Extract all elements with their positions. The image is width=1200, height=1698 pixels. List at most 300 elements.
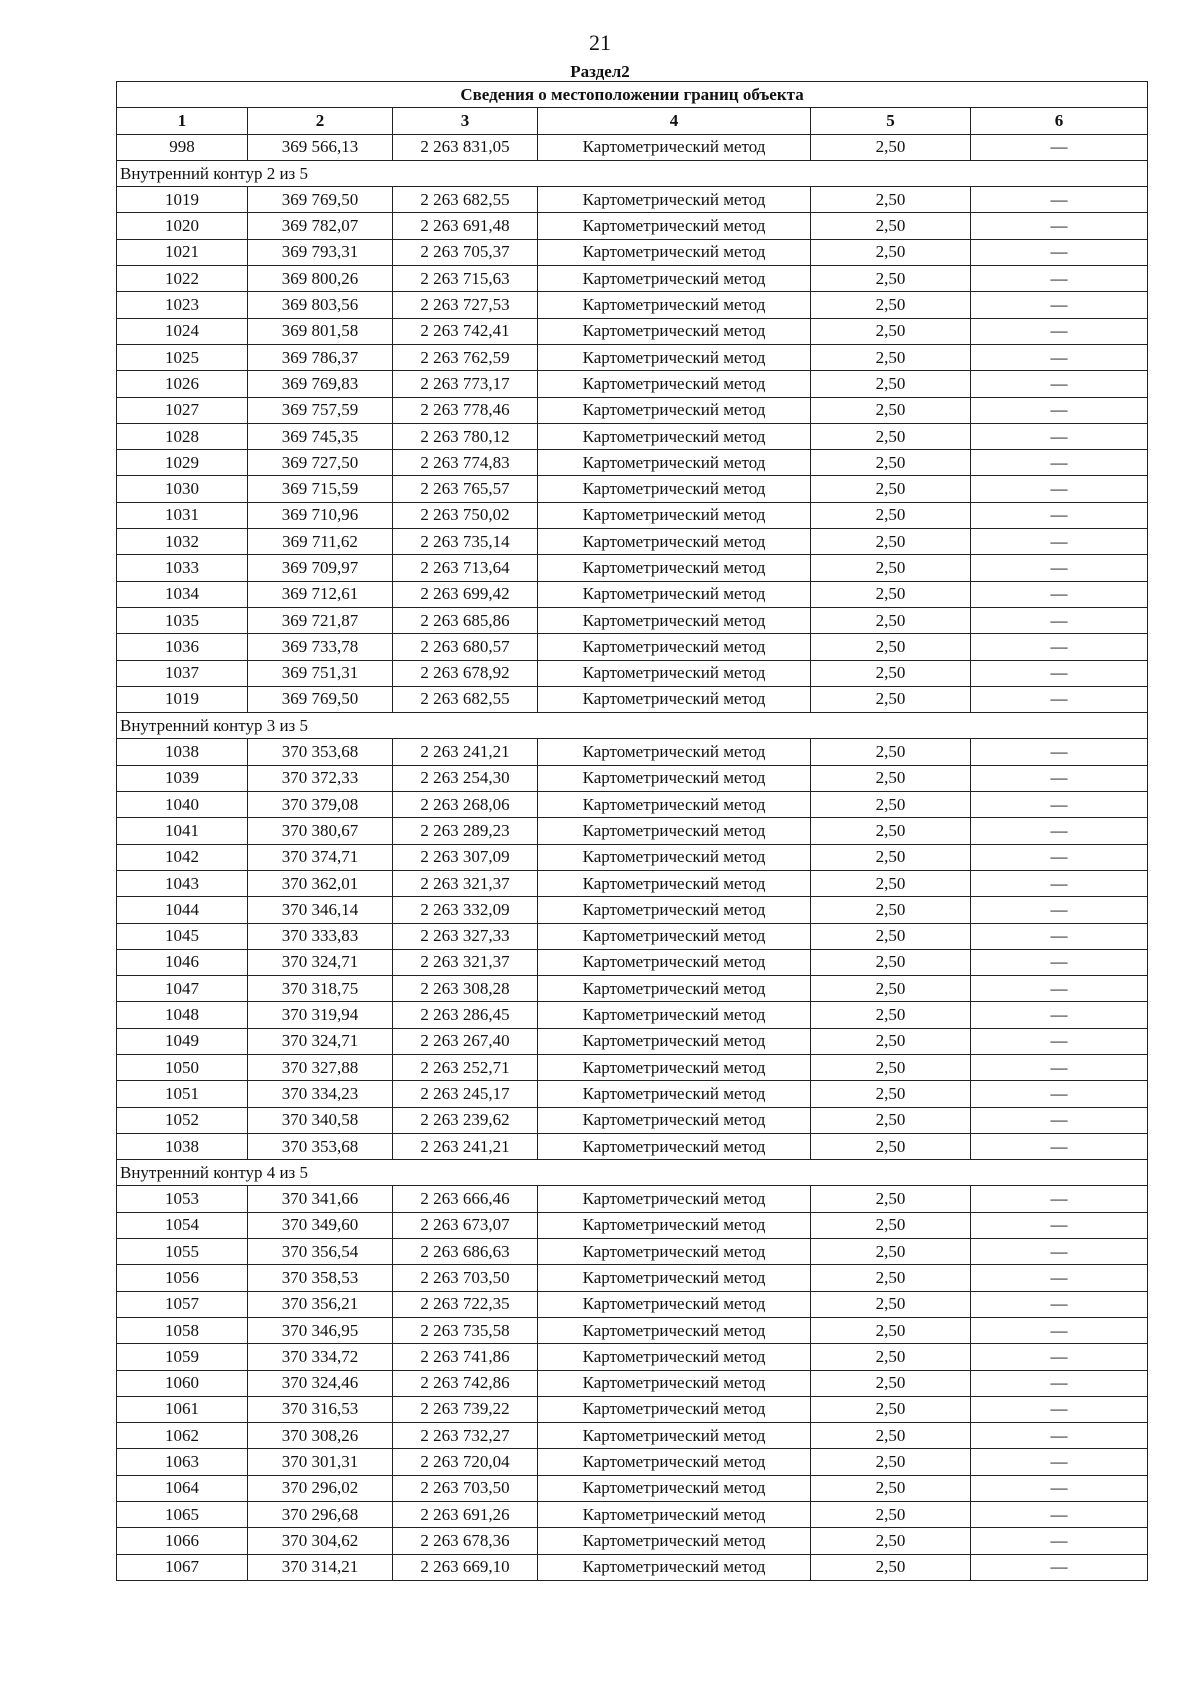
y-coordinate-cell: 2 263 699,42: [393, 581, 538, 607]
accuracy-cell: 2,50: [811, 1107, 971, 1133]
note-cell: —: [971, 1449, 1148, 1475]
table-row: [117, 792, 1148, 818]
y-coordinate-cell: 2 263 286,45: [393, 1002, 538, 1028]
table-row: [117, 292, 1148, 318]
accuracy-cell: 2,50: [811, 818, 971, 844]
method-cell: Картометрический метод: [538, 450, 811, 476]
table-title: Сведения о местоположении границ объекта: [117, 82, 1148, 108]
accuracy-cell: 2,50: [811, 1554, 971, 1580]
note-cell: —: [971, 529, 1148, 555]
x-coordinate-cell: 370 358,53: [248, 1265, 393, 1291]
method-cell: Картометрический метод: [538, 1554, 811, 1580]
point-number-cell: 1032: [117, 529, 248, 555]
contour-caption: Внутренний контур 2 из 5: [117, 160, 1148, 186]
note-cell: —: [971, 555, 1148, 581]
x-coordinate-cell: 370 301,31: [248, 1449, 393, 1475]
accuracy-cell: 2,50: [811, 213, 971, 239]
note-cell: —: [971, 1107, 1148, 1133]
method-cell: Картометрический метод: [538, 529, 811, 555]
table-row: [117, 529, 1148, 555]
y-coordinate-cell: 2 263 773,17: [393, 371, 538, 397]
accuracy-cell: 2,50: [811, 1423, 971, 1449]
y-coordinate-cell: 2 263 727,53: [393, 292, 538, 318]
note-cell: —: [971, 318, 1148, 344]
x-coordinate-cell: 370 334,23: [248, 1081, 393, 1107]
y-coordinate-cell: 2 263 765,57: [393, 476, 538, 502]
contour-caption-row: [117, 160, 1148, 186]
x-coordinate-cell: 370 318,75: [248, 976, 393, 1002]
method-cell: Картометрический метод: [538, 1370, 811, 1396]
x-coordinate-cell: 370 308,26: [248, 1423, 393, 1449]
column-header: 6: [971, 108, 1148, 134]
method-cell: Картометрический метод: [538, 765, 811, 791]
point-number-cell: 1060: [117, 1370, 248, 1396]
point-number-cell: 1021: [117, 239, 248, 265]
note-cell: —: [971, 266, 1148, 292]
y-coordinate-cell: 2 263 678,92: [393, 660, 538, 686]
method-cell: Картометрический метод: [538, 1212, 811, 1238]
y-coordinate-cell: 2 263 705,37: [393, 239, 538, 265]
point-number-cell: 1062: [117, 1423, 248, 1449]
accuracy-cell: 2,50: [811, 1449, 971, 1475]
table-row: [117, 1502, 1148, 1528]
accuracy-cell: 2,50: [811, 686, 971, 712]
y-coordinate-cell: 2 263 732,27: [393, 1423, 538, 1449]
accuracy-cell: 2,50: [811, 949, 971, 975]
accuracy-cell: 2,50: [811, 134, 971, 160]
x-coordinate-cell: 369 733,78: [248, 634, 393, 660]
table-row: [117, 318, 1148, 344]
accuracy-cell: 2,50: [811, 1528, 971, 1554]
contour-caption: Внутренний контур 3 из 5: [117, 713, 1148, 739]
table-row: [117, 1002, 1148, 1028]
table-row: [117, 213, 1148, 239]
point-number-cell: 1048: [117, 1002, 248, 1028]
point-number-cell: 1029: [117, 450, 248, 476]
table-row: [117, 1212, 1148, 1238]
method-cell: Картометрический метод: [538, 1423, 811, 1449]
x-coordinate-cell: 370 296,02: [248, 1475, 393, 1501]
note-cell: —: [971, 371, 1148, 397]
note-cell: —: [971, 739, 1148, 765]
point-number-cell: 1049: [117, 1028, 248, 1054]
table-row: [117, 870, 1148, 896]
method-cell: Картометрический метод: [538, 1133, 811, 1159]
table-row: [117, 1107, 1148, 1133]
table-row: [117, 581, 1148, 607]
table-title-row: [117, 82, 1148, 108]
x-coordinate-cell: 369 803,56: [248, 292, 393, 318]
y-coordinate-cell: 2 263 268,06: [393, 792, 538, 818]
column-header: 4: [538, 108, 811, 134]
method-cell: Картометрический метод: [538, 897, 811, 923]
method-cell: Картометрический метод: [538, 923, 811, 949]
accuracy-cell: 2,50: [811, 1002, 971, 1028]
accuracy-cell: 2,50: [811, 397, 971, 423]
method-cell: Картометрический метод: [538, 1081, 811, 1107]
note-cell: —: [971, 476, 1148, 502]
point-number-cell: 1064: [117, 1475, 248, 1501]
y-coordinate-cell: 2 263 245,17: [393, 1081, 538, 1107]
accuracy-cell: 2,50: [811, 1133, 971, 1159]
note-cell: —: [971, 1239, 1148, 1265]
note-cell: —: [971, 686, 1148, 712]
table-row: [117, 555, 1148, 581]
method-cell: Картометрический метод: [538, 1107, 811, 1133]
x-coordinate-cell: 369 715,59: [248, 476, 393, 502]
point-number-cell: 1053: [117, 1186, 248, 1212]
y-coordinate-cell: 2 263 686,63: [393, 1239, 538, 1265]
x-coordinate-cell: 369 782,07: [248, 213, 393, 239]
note-cell: —: [971, 213, 1148, 239]
point-number-cell: 1043: [117, 870, 248, 896]
method-cell: Картометрический метод: [538, 1317, 811, 1343]
method-cell: Картометрический метод: [538, 502, 811, 528]
note-cell: —: [971, 765, 1148, 791]
x-coordinate-cell: 370 304,62: [248, 1528, 393, 1554]
note-cell: —: [971, 1554, 1148, 1580]
column-header: 3: [393, 108, 538, 134]
note-cell: —: [971, 1475, 1148, 1501]
method-cell: Картометрический метод: [538, 870, 811, 896]
point-number-cell: 1046: [117, 949, 248, 975]
point-number-cell: 1047: [117, 976, 248, 1002]
accuracy-cell: 2,50: [811, 1081, 971, 1107]
method-cell: Картометрический метод: [538, 1502, 811, 1528]
note-cell: —: [971, 1028, 1148, 1054]
note-cell: —: [971, 1396, 1148, 1422]
point-number-cell: 1065: [117, 1502, 248, 1528]
table-row: [117, 1423, 1148, 1449]
y-coordinate-cell: 2 263 774,83: [393, 450, 538, 476]
accuracy-cell: 2,50: [811, 634, 971, 660]
point-number-cell: 1066: [117, 1528, 248, 1554]
column-header: 2: [248, 108, 393, 134]
note-cell: —: [971, 976, 1148, 1002]
y-coordinate-cell: 2 263 762,59: [393, 344, 538, 370]
accuracy-cell: 2,50: [811, 318, 971, 344]
x-coordinate-cell: 370 353,68: [248, 739, 393, 765]
method-cell: Картометрический метод: [538, 239, 811, 265]
x-coordinate-cell: 370 356,21: [248, 1291, 393, 1317]
note-cell: —: [971, 870, 1148, 896]
table-row: [117, 739, 1148, 765]
y-coordinate-cell: 2 263 685,86: [393, 607, 538, 633]
y-coordinate-cell: 2 263 682,55: [393, 187, 538, 213]
method-cell: Картометрический метод: [538, 607, 811, 633]
point-number-cell: 1020: [117, 213, 248, 239]
table-row: [117, 1449, 1148, 1475]
note-cell: —: [971, 1344, 1148, 1370]
note-cell: —: [971, 1133, 1148, 1159]
column-header: 1: [117, 108, 248, 134]
x-coordinate-cell: 370 349,60: [248, 1212, 393, 1238]
method-cell: Картометрический метод: [538, 660, 811, 686]
y-coordinate-cell: 2 263 742,41: [393, 318, 538, 344]
y-coordinate-cell: 2 263 254,30: [393, 765, 538, 791]
point-number-cell: 1045: [117, 923, 248, 949]
table-row: [117, 634, 1148, 660]
note-cell: —: [971, 1186, 1148, 1212]
method-cell: Картометрический метод: [538, 1186, 811, 1212]
x-coordinate-cell: 370 341,66: [248, 1186, 393, 1212]
method-cell: Картометрический метод: [538, 344, 811, 370]
y-coordinate-cell: 2 263 713,64: [393, 555, 538, 581]
note-cell: —: [971, 344, 1148, 370]
method-cell: Картометрический метод: [538, 1396, 811, 1422]
table-row: [117, 371, 1148, 397]
table-row: [117, 1475, 1148, 1501]
method-cell: Картометрический метод: [538, 476, 811, 502]
note-cell: —: [971, 660, 1148, 686]
x-coordinate-cell: 370 327,88: [248, 1054, 393, 1080]
accuracy-cell: 2,50: [811, 581, 971, 607]
x-coordinate-cell: 369 769,50: [248, 686, 393, 712]
accuracy-cell: 2,50: [811, 1291, 971, 1317]
point-number-cell: 1026: [117, 371, 248, 397]
table-row: [117, 976, 1148, 1002]
method-cell: Картометрический метод: [538, 686, 811, 712]
table-row: [117, 1396, 1148, 1422]
accuracy-cell: 2,50: [811, 1344, 971, 1370]
contour-caption-row: [117, 713, 1148, 739]
y-coordinate-cell: 2 263 252,71: [393, 1054, 538, 1080]
point-number-cell: 1036: [117, 634, 248, 660]
x-coordinate-cell: 369 721,87: [248, 607, 393, 633]
method-cell: Картометрический метод: [538, 976, 811, 1002]
note-cell: —: [971, 1370, 1148, 1396]
y-coordinate-cell: 2 263 669,10: [393, 1554, 538, 1580]
y-coordinate-cell: 2 263 327,33: [393, 923, 538, 949]
method-cell: Картометрический метод: [538, 187, 811, 213]
point-number-cell: 1057: [117, 1291, 248, 1317]
accuracy-cell: 2,50: [811, 897, 971, 923]
note-cell: —: [971, 1081, 1148, 1107]
accuracy-cell: 2,50: [811, 239, 971, 265]
accuracy-cell: 2,50: [811, 1502, 971, 1528]
accuracy-cell: 2,50: [811, 344, 971, 370]
point-number-cell: 1024: [117, 318, 248, 344]
column-header: 5: [811, 108, 971, 134]
accuracy-cell: 2,50: [811, 1370, 971, 1396]
point-number-cell: 1030: [117, 476, 248, 502]
method-cell: Картометрический метод: [538, 949, 811, 975]
table-row: [117, 1265, 1148, 1291]
x-coordinate-cell: 369 709,97: [248, 555, 393, 581]
point-number-cell: 998: [117, 134, 248, 160]
y-coordinate-cell: 2 263 715,63: [393, 266, 538, 292]
accuracy-cell: 2,50: [811, 660, 971, 686]
note-cell: —: [971, 581, 1148, 607]
table-row: [117, 949, 1148, 975]
accuracy-cell: 2,50: [811, 1028, 971, 1054]
note-cell: —: [971, 1002, 1148, 1028]
accuracy-cell: 2,50: [811, 371, 971, 397]
y-coordinate-cell: 2 263 741,86: [393, 1344, 538, 1370]
y-coordinate-cell: 2 263 678,36: [393, 1528, 538, 1554]
x-coordinate-cell: 369 712,61: [248, 581, 393, 607]
accuracy-cell: 2,50: [811, 1054, 971, 1080]
note-cell: —: [971, 502, 1148, 528]
x-coordinate-cell: 370 374,71: [248, 844, 393, 870]
point-number-cell: 1019: [117, 686, 248, 712]
y-coordinate-cell: 2 263 720,04: [393, 1449, 538, 1475]
x-coordinate-cell: 370 316,53: [248, 1396, 393, 1422]
accuracy-cell: 2,50: [811, 529, 971, 555]
table-row: [117, 450, 1148, 476]
y-coordinate-cell: 2 263 682,55: [393, 686, 538, 712]
x-coordinate-cell: 370 380,67: [248, 818, 393, 844]
point-number-cell: 1059: [117, 1344, 248, 1370]
note-cell: —: [971, 1265, 1148, 1291]
x-coordinate-cell: 369 745,35: [248, 423, 393, 449]
accuracy-cell: 2,50: [811, 292, 971, 318]
method-cell: Картометрический метод: [538, 1054, 811, 1080]
y-coordinate-cell: 2 263 703,50: [393, 1475, 538, 1501]
accuracy-cell: 2,50: [811, 607, 971, 633]
accuracy-cell: 2,50: [811, 1239, 971, 1265]
method-cell: Картометрический метод: [538, 818, 811, 844]
x-coordinate-cell: 370 346,95: [248, 1317, 393, 1343]
x-coordinate-cell: 370 296,68: [248, 1502, 393, 1528]
x-coordinate-cell: 369 566,13: [248, 134, 393, 160]
point-number-cell: 1038: [117, 739, 248, 765]
method-cell: Картометрический метод: [538, 555, 811, 581]
point-number-cell: 1067: [117, 1554, 248, 1580]
accuracy-cell: 2,50: [811, 1475, 971, 1501]
method-cell: Картометрический метод: [538, 1265, 811, 1291]
method-cell: Картометрический метод: [538, 397, 811, 423]
note-cell: —: [971, 1502, 1148, 1528]
x-coordinate-cell: 370 333,83: [248, 923, 393, 949]
method-cell: Картометрический метод: [538, 634, 811, 660]
table-row: [117, 1528, 1148, 1554]
y-coordinate-cell: 2 263 831,05: [393, 134, 538, 160]
point-number-cell: 1051: [117, 1081, 248, 1107]
table-row: [117, 1028, 1148, 1054]
column-header-row: [117, 108, 1148, 134]
method-cell: Картометрический метод: [538, 1239, 811, 1265]
y-coordinate-cell: 2 263 321,37: [393, 949, 538, 975]
method-cell: Картометрический метод: [538, 844, 811, 870]
table-row: [117, 1344, 1148, 1370]
table-row: [117, 187, 1148, 213]
y-coordinate-cell: 2 263 241,21: [393, 739, 538, 765]
accuracy-cell: 2,50: [811, 187, 971, 213]
y-coordinate-cell: 2 263 722,35: [393, 1291, 538, 1317]
x-coordinate-cell: 369 757,59: [248, 397, 393, 423]
note-cell: —: [971, 634, 1148, 660]
x-coordinate-cell: 370 319,94: [248, 1002, 393, 1028]
table-row: [117, 897, 1148, 923]
method-cell: Картометрический метод: [538, 1028, 811, 1054]
x-coordinate-cell: 369 769,50: [248, 187, 393, 213]
y-coordinate-cell: 2 263 289,23: [393, 818, 538, 844]
coordinates-table: [116, 81, 1148, 1581]
method-cell: Картометрический метод: [538, 1475, 811, 1501]
table-row: [117, 1291, 1148, 1317]
table-row: [117, 1133, 1148, 1159]
note-cell: —: [971, 1528, 1148, 1554]
method-cell: Картометрический метод: [538, 1002, 811, 1028]
x-coordinate-cell: 370 340,58: [248, 1107, 393, 1133]
accuracy-cell: 2,50: [811, 1317, 971, 1343]
x-coordinate-cell: 370 379,08: [248, 792, 393, 818]
table-row: [117, 476, 1148, 502]
y-coordinate-cell: 2 263 691,26: [393, 1502, 538, 1528]
table-row: [117, 686, 1148, 712]
point-number-cell: 1050: [117, 1054, 248, 1080]
method-cell: Картометрический метод: [538, 371, 811, 397]
table-row: [117, 1186, 1148, 1212]
point-number-cell: 1063: [117, 1449, 248, 1475]
x-coordinate-cell: 370 314,21: [248, 1554, 393, 1580]
x-coordinate-cell: 370 372,33: [248, 765, 393, 791]
x-coordinate-cell: 369 801,58: [248, 318, 393, 344]
y-coordinate-cell: 2 263 750,02: [393, 502, 538, 528]
x-coordinate-cell: 370 356,54: [248, 1239, 393, 1265]
x-coordinate-cell: 369 769,83: [248, 371, 393, 397]
table-row: [117, 923, 1148, 949]
section-title: Раздел2: [570, 62, 630, 81]
method-cell: Картометрический метод: [538, 213, 811, 239]
accuracy-cell: 2,50: [811, 765, 971, 791]
x-coordinate-cell: 370 324,71: [248, 949, 393, 975]
method-cell: Картометрический метод: [538, 292, 811, 318]
note-cell: —: [971, 187, 1148, 213]
y-coordinate-cell: 2 263 673,07: [393, 1212, 538, 1238]
table-row: [117, 660, 1148, 686]
contour-caption: Внутренний контур 4 из 5: [117, 1160, 1148, 1186]
point-number-cell: 1035: [117, 607, 248, 633]
accuracy-cell: 2,50: [811, 976, 971, 1002]
table-row: [117, 818, 1148, 844]
table-row: [117, 502, 1148, 528]
accuracy-cell: 2,50: [811, 555, 971, 581]
accuracy-cell: 2,50: [811, 266, 971, 292]
accuracy-cell: 2,50: [811, 423, 971, 449]
x-coordinate-cell: 370 334,72: [248, 1344, 393, 1370]
point-number-cell: 1041: [117, 818, 248, 844]
point-number-cell: 1025: [117, 344, 248, 370]
y-coordinate-cell: 2 263 666,46: [393, 1186, 538, 1212]
point-number-cell: 1044: [117, 897, 248, 923]
table-row: [117, 344, 1148, 370]
table-row: [117, 1081, 1148, 1107]
x-coordinate-cell: 369 793,31: [248, 239, 393, 265]
note-cell: —: [971, 450, 1148, 476]
point-number-cell: 1061: [117, 1396, 248, 1422]
table-row: [117, 607, 1148, 633]
table-row: [117, 844, 1148, 870]
point-number-cell: 1028: [117, 423, 248, 449]
table-row: [117, 1239, 1148, 1265]
method-cell: Картометрический метод: [538, 1449, 811, 1475]
note-cell: —: [971, 1317, 1148, 1343]
x-coordinate-cell: 369 710,96: [248, 502, 393, 528]
accuracy-cell: 2,50: [811, 450, 971, 476]
note-cell: —: [971, 844, 1148, 870]
accuracy-cell: 2,50: [811, 502, 971, 528]
table-row: [117, 1554, 1148, 1580]
table-row: [117, 266, 1148, 292]
y-coordinate-cell: 2 263 739,22: [393, 1396, 538, 1422]
table-row: [117, 1054, 1148, 1080]
note-cell: —: [971, 1423, 1148, 1449]
note-cell: —: [971, 134, 1148, 160]
y-coordinate-cell: 2 263 332,09: [393, 897, 538, 923]
y-coordinate-cell: 2 263 321,37: [393, 870, 538, 896]
